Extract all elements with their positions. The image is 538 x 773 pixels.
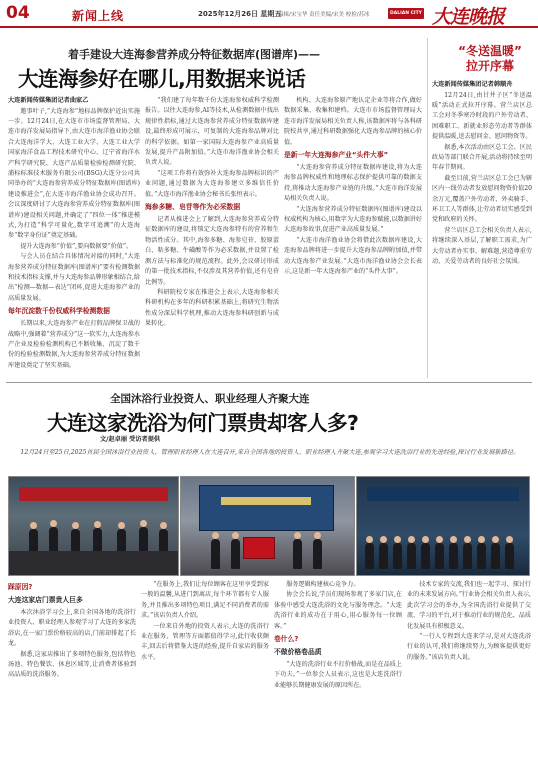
story2-headline: 大连这家洗浴为何门票贵却客人多?: [47, 411, 359, 435]
story2-subhead: 踩原因?: [8, 583, 33, 591]
photo-tables: [9, 551, 178, 575]
story2-column-4: [407, 580, 531, 770]
city-news-badge: DALIAN CITY NEWS: [388, 8, 424, 19]
story2-lead: 12月24日至25日,2025首届全国沐浴行业投资人、管理职业经理人在大连召开,来自全国各地的投资人、职业经理人齐聚大连,参观学习大连洗浴行业的先进经验,探讨行业发展新路径。: [20, 449, 520, 456]
story2-byline: 文/赵卓丽 受访者提供: [100, 436, 161, 443]
story1-subhead: 海参多糖、皂苷等作为必采数据: [145, 203, 241, 212]
story1-column-3: [284, 96, 422, 378]
paragraph: 服务逻辑构建核心竞争力。: [286, 581, 360, 588]
paragraph: 机构、大连海参原产地认定企业等将合作,做好数据采集、收集和建档。大连市市场监督管理局大连市海洋发展局相关负责人称,该数据库将与各科研院校共享,通过科研数据强化大连海参品牌的核心价值。: [284, 97, 422, 146]
page-number: 04: [6, 3, 30, 23]
story2-column-2: [141, 580, 269, 770]
paragraph: 营兰店区总工会相关负责人表示,将继续深入基层,了解职工需求,为广大劳动者办实事、解难题,营造尊重劳动、关爱劳动者的良好社会氛围。: [432, 226, 532, 265]
paragraph: 长期以来,大连海参产业在打假品牌保卫战的战略中,强调着“营养成分”这一软实力,大连海参水产企业及检验检测机构已不断收集、沉淀了数千份的检验检测数据,为大连海参营养成分特征数据库建设奠定了坚实基础。: [8, 320, 140, 369]
photo-banquet-audience: [8, 476, 179, 576]
paragraph: 科研院校专家在推进会上表示,大连海参相关科研机构在多年的科研积累基础上,将研究生物活性成分深层科学机理,推动大连海参科研创新与成果转化。: [145, 288, 279, 328]
photo-stage-screen: [199, 485, 334, 531]
paragraph: 一位来自外地的投资人表示,大连的洗浴行业在服务、管理等方面都值得学习,此行收获颇丰,回去后将借鉴大连的经验,提升自家店的服务水平。: [141, 622, 269, 661]
story2-subhead: 卷什么?: [274, 635, 299, 644]
photo-award-ceremony: [180, 476, 355, 576]
paragraph: 据悉,本次活动由区总工会、区民政局等部门联合开展,活动将持续至明年春节期间。: [432, 143, 532, 172]
sidebar-title-line2: 拉开序幕: [465, 59, 514, 73]
paragraph: 提升大连海参“价值”,要向数据要“价值”。: [20, 242, 133, 250]
paragraph: 邀事叶子,“大连海参”地标品牌保护近出实施一步。12月24日,在大连市市场监督管理局、大连市海洋发展局指导下,由大连市海洋渔业协会联合大连海洋学大、大连工业大学、大连工业大学国家海洋食品工程技术研究中心、辽宁省海洋水产科学研究院、大连产品质量检验检测研究院、浦标标准技术服务有限公司(BSG)大连分公司共同举办的“大连海参营养成分特征数据库(图谱库)建设推进会”,在大连市海洋渔业协会成功召开。会议深度研讨了大连海参营养成分特征数据库(图谱库)建设相关问题,并确定了“四位一体”推进模式,为打造“科学可量化,数字可追溯”的大连海参“数字身份证”奠定基础。: [8, 107, 140, 240]
story1-kicker: 着手建设大连海参营养成分特征数据库(图谱库)——: [68, 48, 321, 61]
paragraph: “一行人专程到大连来学习,是对大连洗浴行业的认可,我们将继续努力,为顾客提供更好的服务。”该店负责人说。: [407, 633, 531, 661]
story2-column-1: [8, 580, 136, 770]
paragraph: 12月24日,由甘井子区“冬送温暖”活动正式拉开序幕。营兰店区总工会对冬季寒冷时段的户外劳动者、困难职工、新就业形态劳动者等群体提供温暖,送去慰问金、慰问物资等。: [432, 91, 532, 141]
issue-date: 2025年12月26日 星期五: [198, 10, 282, 18]
sidebar-title-line1: “冬送温暖”: [458, 44, 522, 58]
sidebar-body: [432, 80, 532, 378]
paragraph: 与会人员在结合具体情况对接的同时,“大连海参营养成分特征数据库(图谱库)”要有检测数据和技术指标支撑,并与大连海参品牌形象相结合,给出“检测—数据—表达”闭环,促进大连海参产业的高质量发展。: [8, 253, 140, 302]
photo-award-plaque: [243, 537, 275, 559]
paragraph: “大连海参营养成分特征数据库建设,将为大连海参品牌权威性和地理标志保护提供可靠的数据支持,将推动大连海参产业链的升级。”大连市海洋发展局相关负责人说。: [284, 164, 422, 203]
story1-column-1: [8, 96, 140, 378]
photo-group-stage: [356, 476, 530, 576]
paragraph: “大连海参营养成分特征数据库(图谱库)建设以权威机构为核心,用数字为大连海参赋能,以数据讲好大连海参故事,促进产业高质量发展。”: [284, 205, 422, 234]
paragraph: 截至目前,营兰店区总工会已为辖区内一线劳动者发放慰问物资价值20余万元,覆盖户外劳动者、外卖骑手、环卫工人等群体,让劳动者切实感受到党和政府的关怀。: [432, 174, 532, 224]
photo-screen-text: [221, 497, 311, 505]
story2-kicker: 全国沐浴行业投资人、职业经理人齐聚大连: [110, 393, 310, 405]
section-title: 新闻上线: [72, 9, 125, 23]
photo-banner: [367, 487, 519, 501]
story2-subhead: 不做价格卷品质: [274, 648, 322, 657]
paragraph: “在服务上,我们让每位顾客在这里享受到家一般的温馨,从进门到离店,每个环节都有专人服务,并且推出多项特色项目,满足不同消费者的需求。”该店负责人介绍。: [141, 581, 269, 620]
story1-column-2: [145, 96, 279, 378]
sidebar-title: [450, 44, 530, 74]
story2-column-3: [274, 580, 402, 770]
paragraph: “这项工作将有效弥补大连海参品牌标识的产业问题,通过数据为大连海参建立多维信任价值。”大连市海洋渔业协会秘书长张恒表示。: [145, 169, 279, 198]
paragraph: 本次沐浴学习会上,来自全国各地的洗浴行业投资人、职业经理人参观学习了大连的多家洗浴店,在一家门票价格较高的店,门前却排起了长龙。: [8, 609, 136, 648]
paragraph: 协会会长说,学员们现场参观了多家门店,在体验中感受大连洗浴的文化与服务理念。“大连洗浴行业的成功在于用心,用心服务每一位顾客。”: [274, 591, 402, 630]
photo-banner: [19, 487, 168, 501]
story2-subhead: 大连这家店门票贵人巨多: [8, 596, 83, 604]
photo-people: [357, 533, 529, 569]
newspaper-logo: 大连晚报: [432, 6, 505, 28]
paragraph: 据悉,这家店推出了多项特色服务,包括特色汤池、特色餐饮、休息区域等,让消费者体验到高品质的洗浴服务。: [8, 650, 136, 679]
paragraph: 技术专家的交流,我们也一起学习、探讨行业的未来发展方向。”行业协会相关负责人表示,此次学习会的举办,为全国洗浴行业提供了交流、学习的平台,对于推动行业的规范化、品质化发展具有积极意义。: [407, 581, 531, 630]
paragraph: “我们建了每年数千份大连海参权威科学检测报告。以往大连海参,AI等技术,从检测数据中找出规律性指标,通过大连海参营养成分特征数据库建设,最终形成可展示、可复制的大连海参品牌对比的科学依据。如第一家国际大连海参产业高质量发展,提升产品附加值。”大连市海洋渔业协会相关负责人说。: [145, 97, 279, 167]
story1-subhead: 每年沉淀数千份权威科学检测数据: [8, 307, 110, 316]
paragraph: “大连的洗浴行业不打价格战,而是在品质上下功夫。”一位参会人员表示,这也是大连洗浴行业能够长期健康发展的原因所在。: [274, 661, 402, 689]
section-separator: [6, 382, 532, 383]
sidebar-byline: 大连新闻传媒集团记者韩顺舟: [432, 81, 513, 88]
paragraph: “大连市海洋渔业协会将借此次数据库建设,大连海参品牌将进一步提升大连海参品牌附加值,并带动大连海参产业发展。”大连市海洋渔业协会会长表示,这是新一年大连海参产业的“头件大事”。: [284, 236, 422, 276]
story1-headline: 大连海参好在哪儿,用数据来说话: [18, 67, 306, 91]
story1-subhead: 是新一年大连海参产业“头件大事”: [284, 151, 389, 160]
column-divider: [427, 38, 428, 378]
story1-byline: 大连新闻传媒集团记者曲家乙: [8, 97, 89, 104]
paragraph: 记者从推进会上了解到,大连海参营养成分特征数据库的建设,将锁定大连海参特有的营养和生物活性成分。其中,海参多糖、海参皂苷、胶原蛋白、粘多糖、牛磺酸等作为必采数据,并设置了检测方法与标准化的规范流程。此外,会议研讨形成的第一批技术指标,不仅涉及其营养价值,还有皂苷比例等。: [145, 216, 279, 286]
editors-line: 编辑/宋宝华 责任美编/宋美 校检/苏冰: [278, 11, 370, 18]
